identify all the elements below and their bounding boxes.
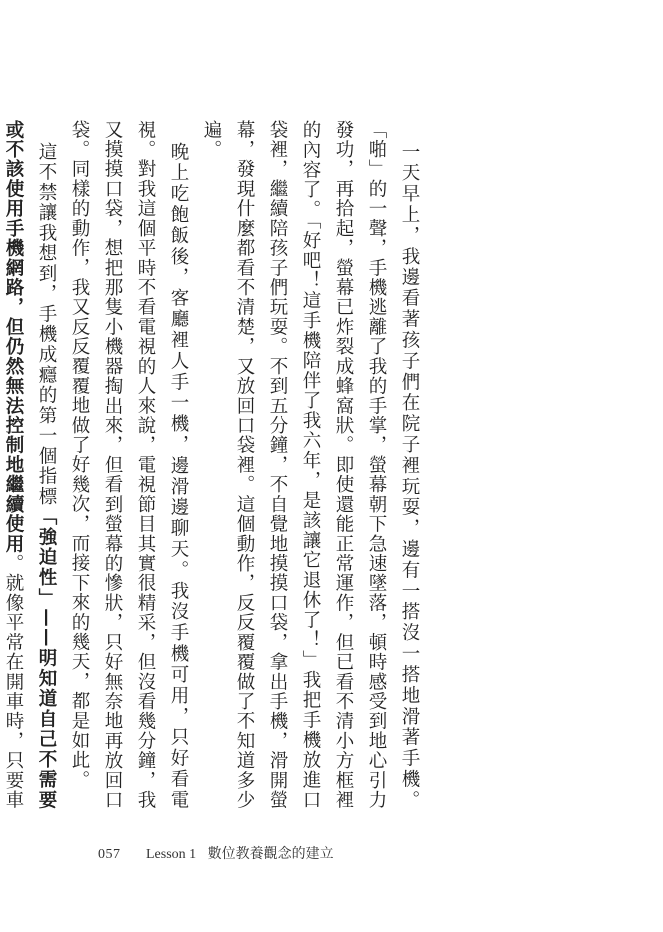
chapter-title: 數位教養觀念的建立 [207,847,334,862]
paragraph-3 [0,120,63,810]
page-footer [98,843,334,863]
paragraph-2 [63,120,195,810]
body-text [3,120,426,811]
paragraph-1 [195,120,426,810]
paragraph-text: 晚上吃飽飯後，客廳裡人手一機，邊滑邊聊天。我沒手機可用，只好看電視。對我這個平時不看電視的人來說，電視節目其實很精采，但沒看幾分鐘，我又摸摸口袋，想把那隻小機器掏出來，但看到螢幕的慘狀，只好無奈地再放回口袋。同樣的動作，我又反反覆覆地做了好幾次，而接下來的幾天，都是如此。 [69,120,189,810]
page-number: 057 [98,847,121,862]
paragraph-text: 一天早上，我邊看著孩子們在院子裡玩耍，邊有一搭沒一搭地滑著手機。「啪」的一聲，手機逃離了我的手掌，螢幕朝下急速墜落，頓時感受到地心引力發功，再拾起，螢幕已炸裂成蜂窩狀。即使還能正常運作，但已看不清小方框裡的內容了。「好吧！這手機陪伴了我六年，是該讓它退休了！」我把手機放進口袋裡，繼續陪孩子們玩耍。不到五分鐘，不自覺地摸摸口袋，拿出手機，滑開螢幕，發現什麼都看不清楚，又放回口袋裡。這個動作，反反覆覆做了不知道多少遍。 [201,120,420,810]
paragraph-text: 這不禁讓我想到，手機成癮的第一個指標 [36,142,57,508]
bold-emphasis-text: 「強迫性」——明知道自己不需要或不該使用手機網路，但仍然無法控制地繼續使用 [3,120,57,811]
paragraph-text: 。就像平常在開車時，只要車 [3,553,24,810]
lesson-label: Lesson 1 [146,847,197,862]
